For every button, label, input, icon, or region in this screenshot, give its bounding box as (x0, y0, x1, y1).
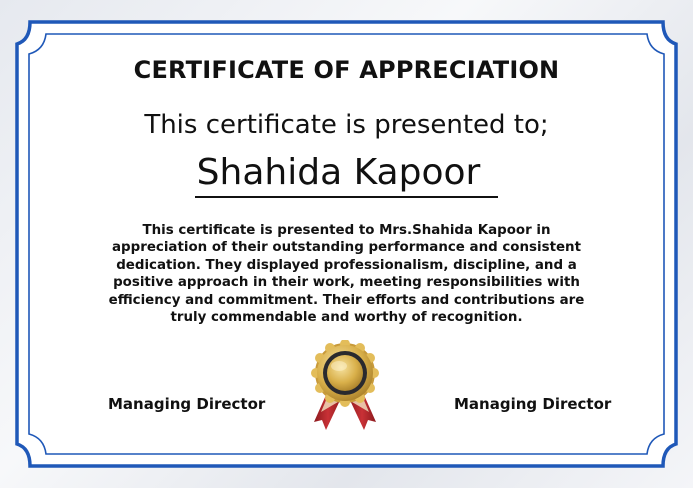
certificate-body: This certificate is presented to Mrs.Shahida Kapoor in appreciation of their outstanding performance and consistent dedication. They displayed professionalism, discipline, and a positive approach in their work, meeting responsibilities with efficiency and commitment. Their efforts and contributions are truly commendable and worthy of recognition. (108, 223, 585, 326)
signature-left: Managing Director (108, 395, 266, 413)
signature-right: Managing Director (454, 395, 612, 413)
certificate-subtitle: This certificate is presented to; (144, 110, 549, 140)
recipient-name: Shahida Kapoor (195, 152, 499, 198)
recipient-block (0, 152, 693, 198)
medal-icon (300, 340, 390, 440)
certificate-title: CERTIFICATE OF APPRECIATION (133, 56, 560, 84)
